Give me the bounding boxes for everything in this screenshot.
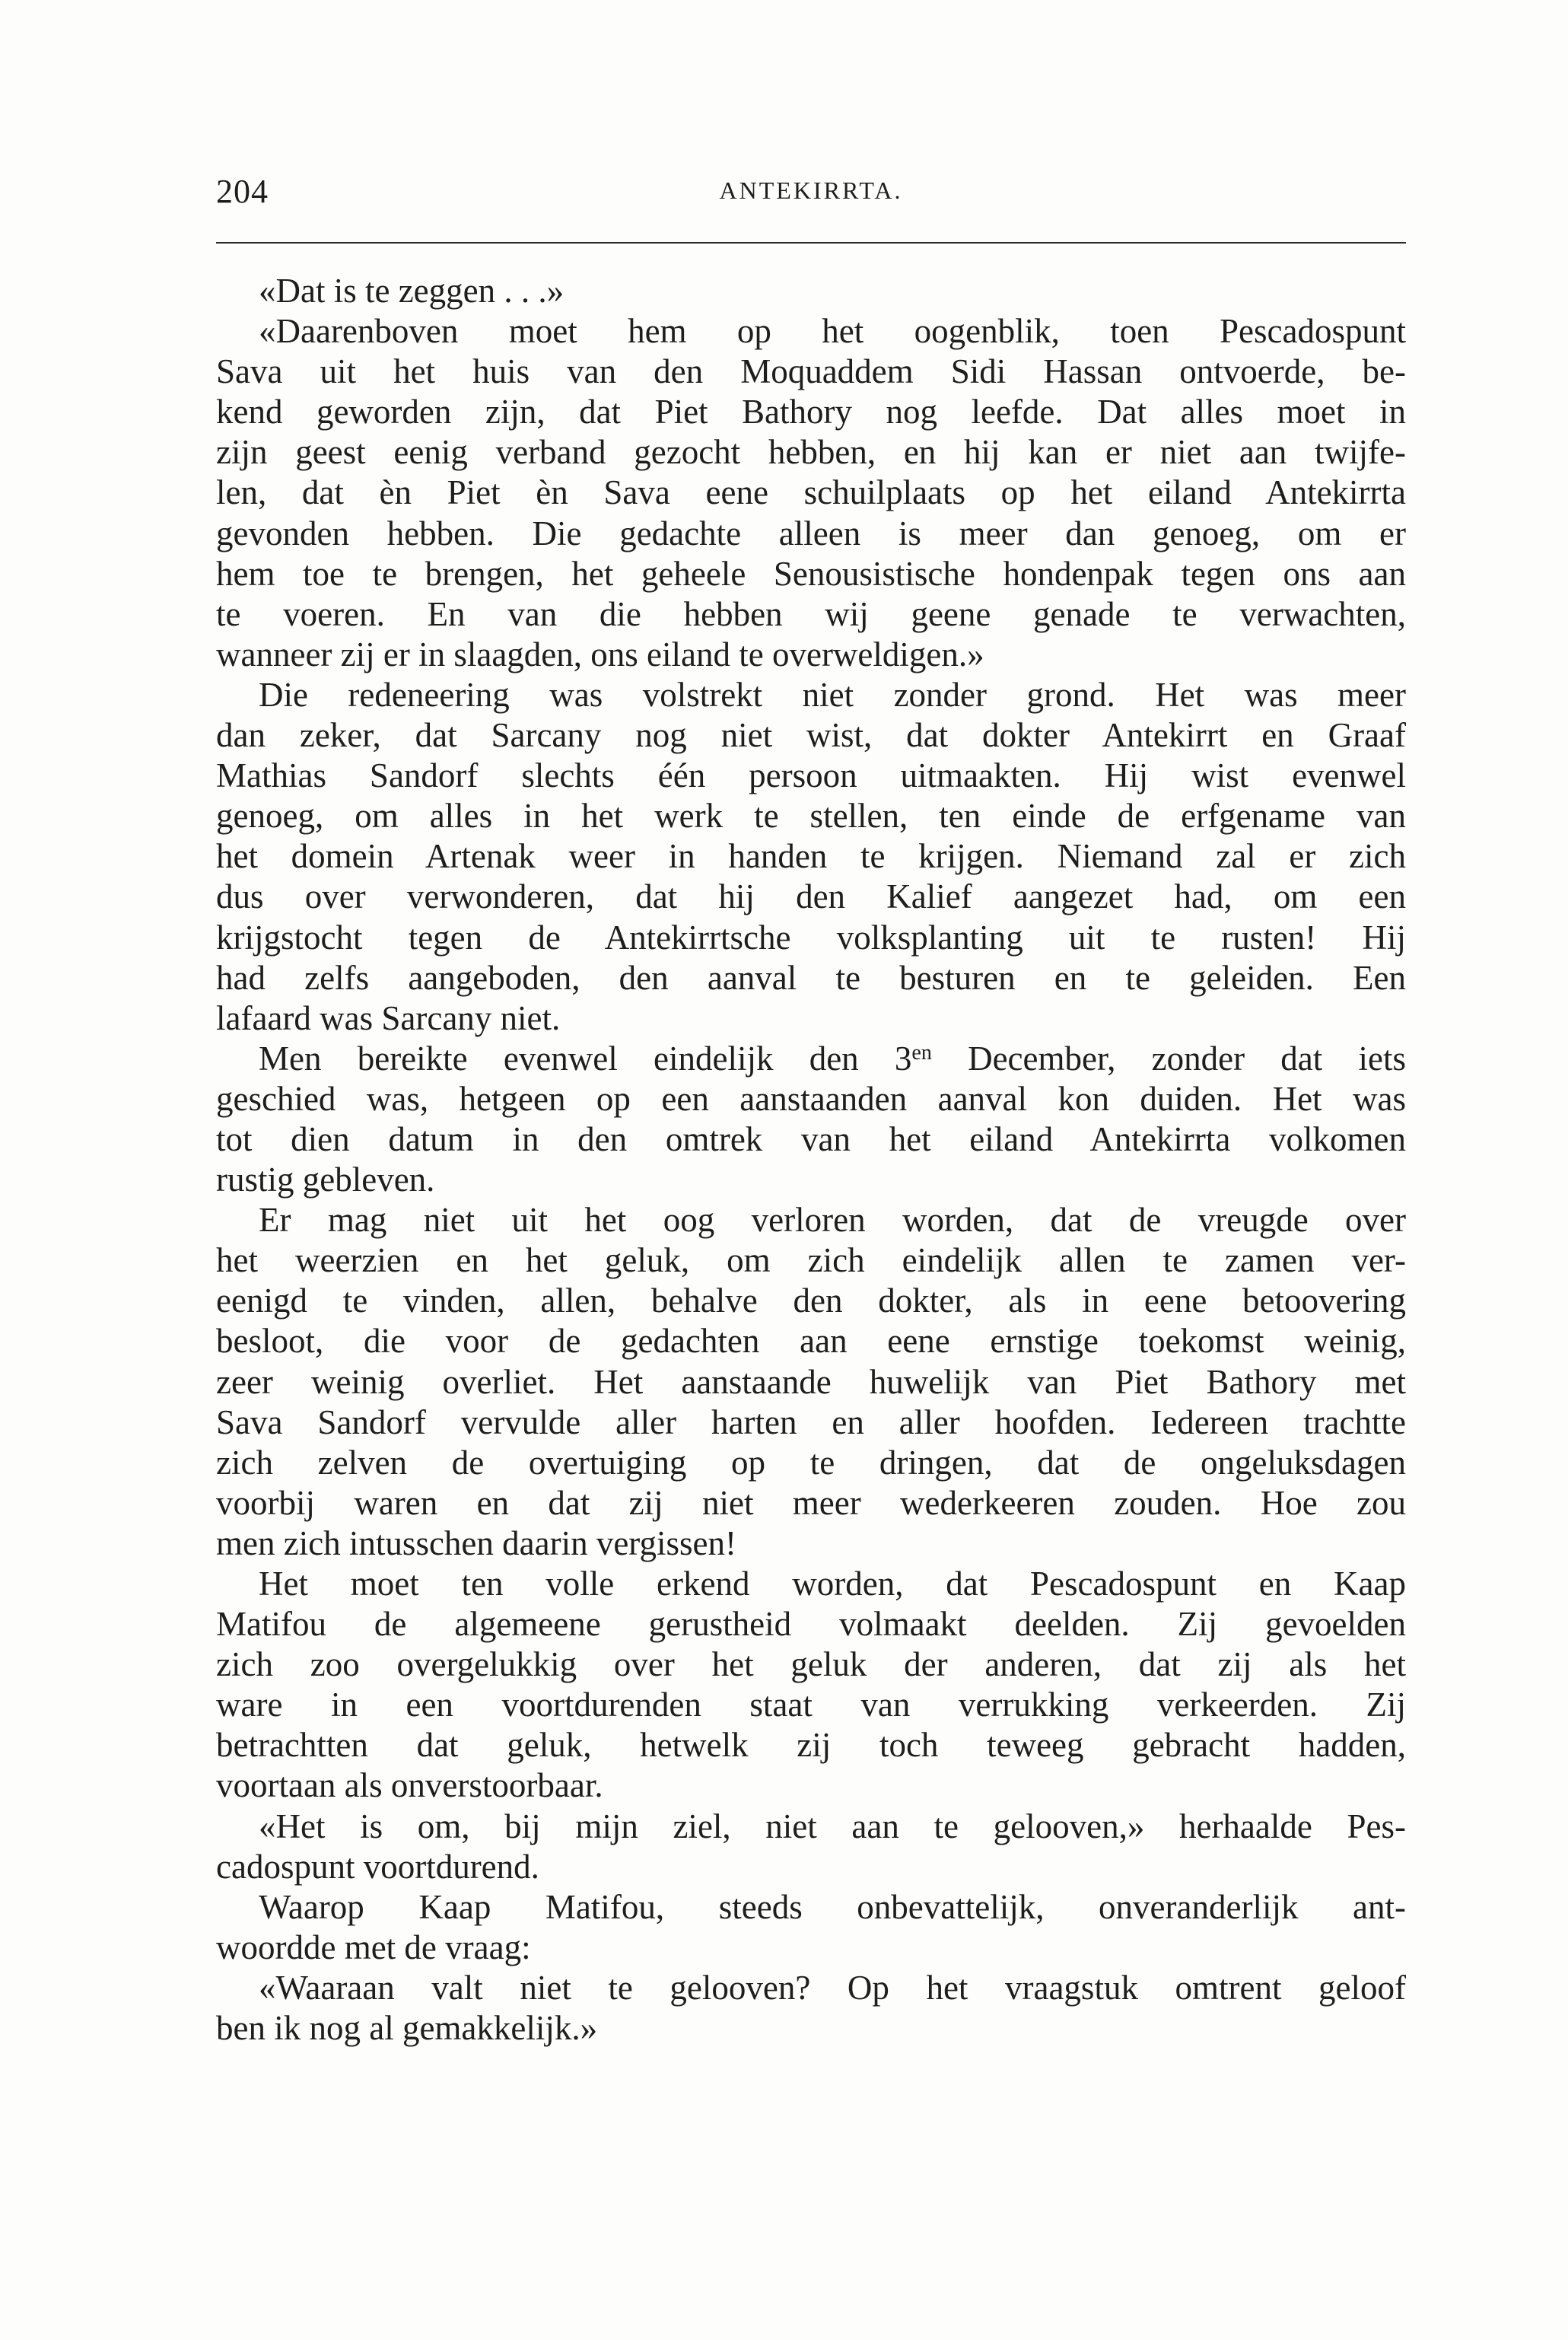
page-number: 204 <box>216 173 269 210</box>
text-line: «Daarenboven moet hem op het oogenblik, toen Pescadospunt <box>259 312 1406 351</box>
text-line: had zelfs aangeboden, den aanval te besturen en te geleiden. Een <box>216 958 1406 997</box>
running-title: ANTEKIRRTA. <box>719 177 903 204</box>
text-line: het domein Artenak weer in handen te krijgen. Niemand zal er zich <box>216 837 1406 876</box>
text-line: Sava uit het huis van den Moquaddem Sidi Hassan ontvoerde, be- <box>216 352 1406 391</box>
text-line: ben ik nog al gemakkelijk.» <box>216 2009 598 2048</box>
text-line: voortaan als onverstoorbaar. <box>216 1766 603 1805</box>
running-head <box>216 172 1406 218</box>
text-line: voorbij waren en dat zij niet meer wederkeeren zouden. Hoe zou <box>216 1483 1406 1522</box>
text-line: betrachtten dat geluk, hetwelk zij toch teweeg gebracht hadden, <box>216 1726 1406 1765</box>
text-line: men zich intusschen daarin vergissen! <box>216 1523 736 1562</box>
text-line: Die redeneering was volstrekt niet zonder grond. Het was meer <box>259 675 1406 714</box>
text-line: tot dien datum in den omtrek van het eiland Antekirrta volkomen <box>216 1119 1406 1158</box>
text-line: «Het is om, bij mijn ziel, niet aan te gelooven,» herhaalde Pes- <box>259 1807 1406 1845</box>
text-line: Waarop Kaap Matifou, steeds onbevattelijk, onveranderlijk ant- <box>259 1887 1406 1926</box>
text-line: Matifou de algemeene gerustheid volmaakt deelden. Zij gevoelden <box>216 1605 1406 1644</box>
text-line: eenigd te vinden, allen, behalve den dokter, als in eene betoovering <box>216 1281 1406 1320</box>
text-segment: December, zonder dat iets <box>931 1039 1406 1078</box>
text-line: wanneer zij er in slaagden, ons eiland te overweldigen.» <box>216 635 984 673</box>
text-line: Het moet ten volle erkend worden, dat Pescadospunt en Kaap <box>259 1565 1406 1603</box>
text-line: rustig gebleven. <box>216 1160 435 1199</box>
text-line: cadospunt voortdurend. <box>216 1847 539 1886</box>
text-line: krijgstocht tegen de Antekirrtsche volksplanting uit te rusten! Hij <box>216 918 1406 957</box>
text-line: «Dat is te zeggen . . .» <box>259 272 565 310</box>
text-line: «Waaraan valt niet te gelooven? Op het vraagstuk omtrent geloof <box>259 1968 1406 2007</box>
text-line: Mathias Sandorf slechts één persoon uitmaakten. Hij wist evenwel <box>216 756 1406 795</box>
header-rule <box>216 242 1406 244</box>
text-line: te voeren. En van die hebben wij geene genade te verwachten, <box>216 594 1406 633</box>
body-text <box>216 271 1406 2049</box>
text-line: genoeg, om alles in het werk te stellen, ten einde de erfgename van <box>216 797 1406 836</box>
text-line: len, dat èn Piet èn Sava eene schuilplaats op het eiland Antekirrta <box>216 473 1406 512</box>
text-line: dus over verwonderen, dat hij den Kalief aangezet had, om een <box>216 877 1406 916</box>
text-line: kend geworden zijn, dat Piet Bathory nog leefde. Dat alles moet in <box>216 393 1406 431</box>
text-line: zich zoo overgelukkig over het geluk der anderen, dat zij als het <box>216 1645 1406 1684</box>
text-line: zich zelven de overtuiging op te dringen, dat de ongeluksdagen <box>216 1443 1406 1482</box>
text-line <box>216 1039 1406 1079</box>
text-line: het weerzien en het geluk, om zich eindelijk allen te zamen ver- <box>216 1241 1406 1280</box>
text-segment: Men bereikte evenwel eindelijk den 3 <box>259 1039 912 1078</box>
text-line: gevonden hebben. Die gedachte alleen is meer dan genoeg, om er <box>216 514 1406 552</box>
text-line: Sava Sandorf vervulde aller harten en aller hoofden. Iedereen trachtte <box>216 1402 1406 1441</box>
text-line: lafaard was Sarcany niet. <box>216 998 561 1037</box>
text-line: geschied was, hetgeen op een aanstaanden aanval kon duiden. Het was <box>216 1079 1406 1118</box>
text-line: hem toe te brengen, het geheele Senousistische hondenpak tegen ons aan <box>216 554 1406 593</box>
text-line: besloot, die voor de gedachten aan eene ernstige toekomst weinig, <box>216 1322 1406 1361</box>
text-line: dan zeker, dat Sarcany nog niet wist, dat dokter Antekirrt en Graaf <box>216 716 1406 755</box>
ordinal-superscript: en <box>911 1040 932 1065</box>
text-line: woordde met de vraag: <box>216 1928 531 1966</box>
text-line: ware in een voortdurenden staat van verrukking verkeerden. Zij <box>216 1686 1406 1724</box>
text-line: zeer weinig overliet. Het aanstaande huwelijk van Piet Bathory met <box>216 1362 1406 1401</box>
text-line: zijn geest eenig verband gezocht hebben, en hij kan er niet aan twijfe- <box>216 433 1406 472</box>
text-line: Er mag niet uit het oog verloren worden, dat de vreugde over <box>259 1201 1406 1240</box>
